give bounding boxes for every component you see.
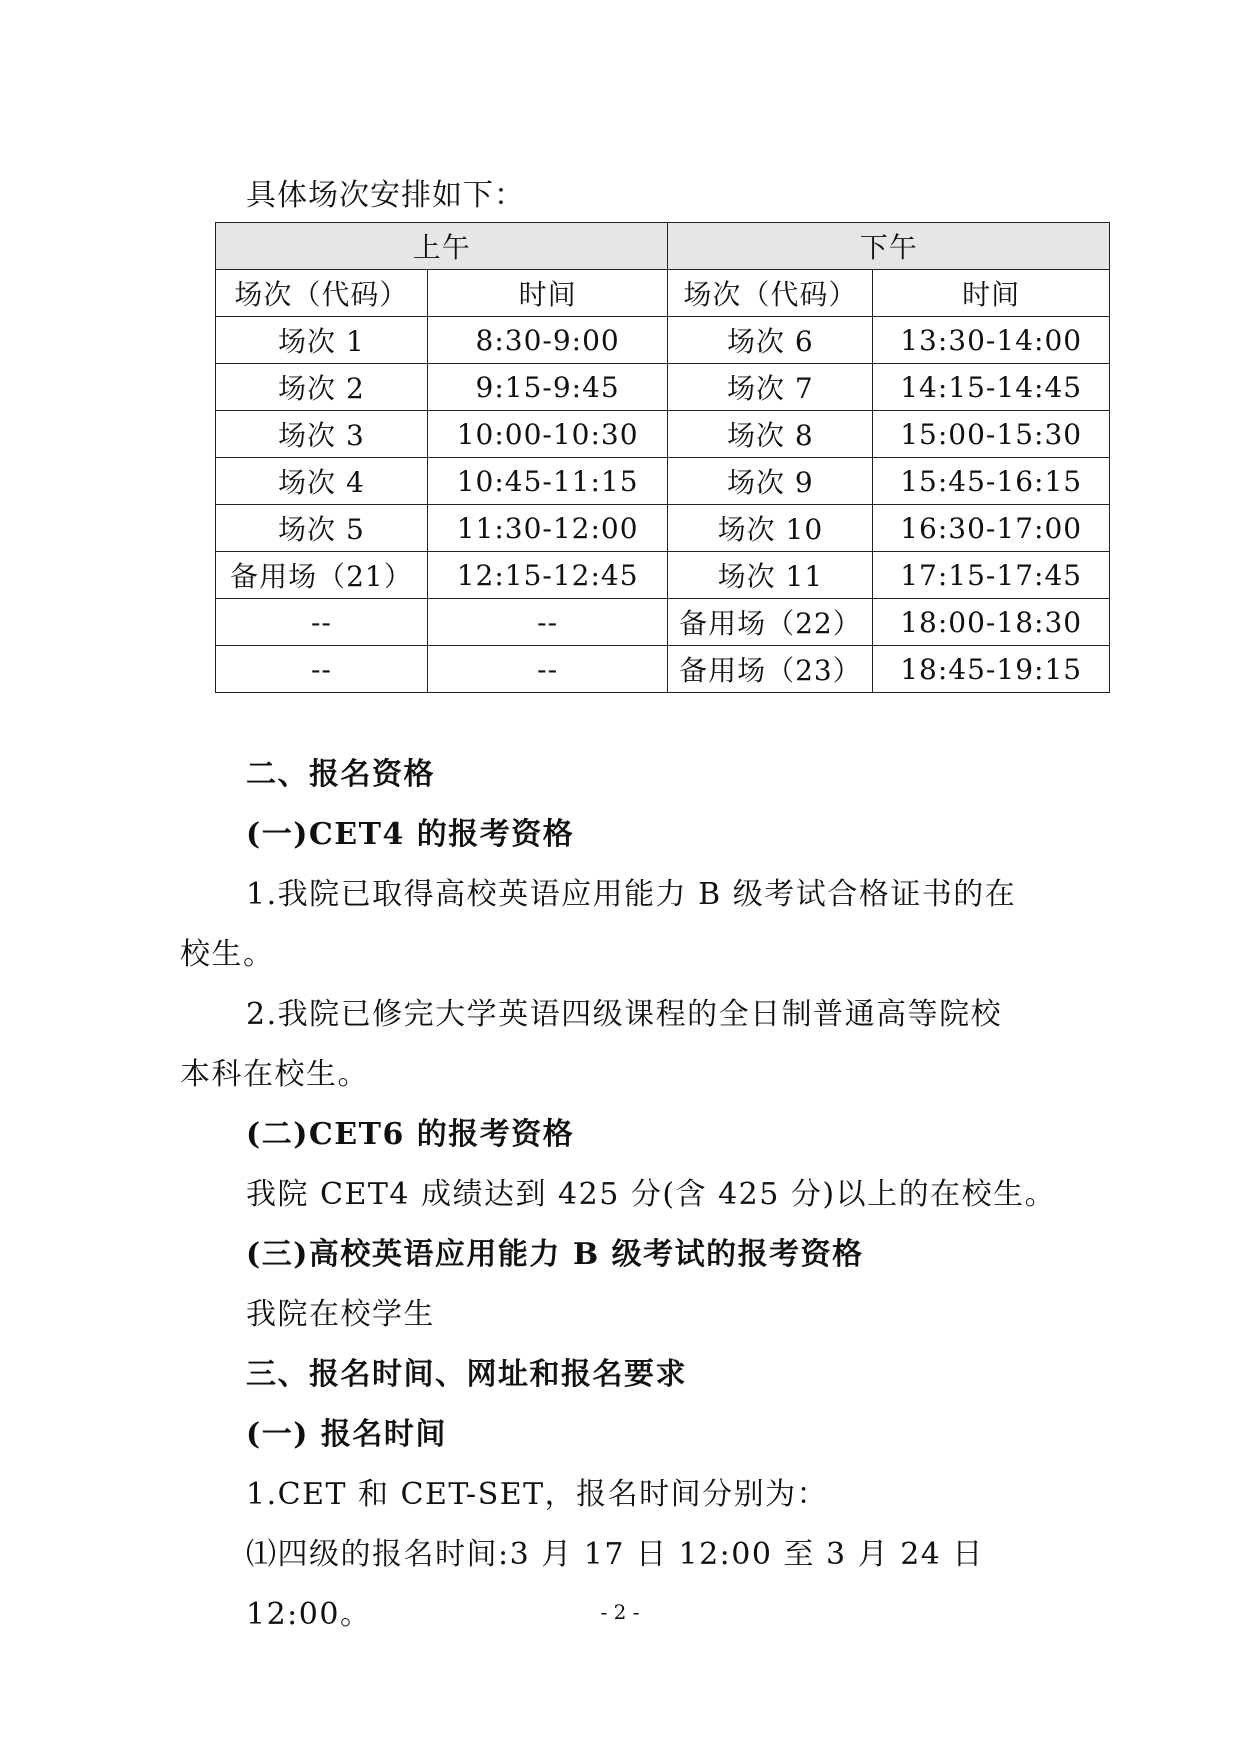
am-session-column-header: 场次（代码）	[216, 270, 428, 317]
pm-session-cell: 场次 7	[668, 364, 873, 411]
section-3-1-item-1: 1.CET 和 CET-SET，报名时间分别为：	[246, 1477, 829, 1512]
section-2-1-item-2-line-2: 本科在校生。	[180, 1057, 369, 1092]
am-time-cell: 10:45-11:15	[427, 458, 668, 505]
am-time-cell: 8:30-9:00	[427, 317, 668, 364]
am-time-column-header: 时间	[427, 270, 668, 317]
pm-session-cell: 备用场（23）	[668, 646, 873, 693]
section-2-1-heading: (一)CET4 的报考资格	[246, 817, 575, 852]
am-session-cell: 备用场（21）	[216, 552, 428, 599]
pm-session-column-header: 场次（代码）	[668, 270, 873, 317]
am-time-cell: 10:00-10:30	[427, 411, 668, 458]
am-time-cell: --	[427, 646, 668, 693]
section-2-2-heading: (二)CET6 的报考资格	[246, 1117, 575, 1152]
pm-time-cell: 13:30-14:00	[873, 317, 1110, 364]
section-2-1-item-2-line-1: 2.我院已修完大学英语四级课程的全日制普通高等院校	[246, 997, 1003, 1032]
section-2-1-item-1-line-2: 校生。	[180, 937, 275, 972]
pm-time-cell: 14:15-14:45	[873, 364, 1110, 411]
pm-time-cell: 16:30-17:00	[873, 505, 1110, 552]
pm-time-cell: 17:15-17:45	[873, 552, 1110, 599]
pm-time-cell: 15:00-15:30	[873, 411, 1110, 458]
pm-time-cell: 18:00-18:30	[873, 599, 1110, 646]
pm-session-cell: 场次 8	[668, 411, 873, 458]
table-row	[216, 646, 1110, 693]
am-time-cell: 11:30-12:00	[427, 505, 668, 552]
pm-session-cell: 场次 10	[668, 505, 873, 552]
pm-session-cell: 场次 9	[668, 458, 873, 505]
table-row	[216, 411, 1110, 458]
section-3-1-heading: (一) 报名时间	[246, 1417, 447, 1452]
table-column-header-row	[216, 270, 1110, 317]
section-2-2-text: 我院 CET4 成绩达到 425 分(含 425 分)以上的在校生。	[246, 1177, 1057, 1212]
page-number: - 2 -	[600, 1600, 640, 1624]
am-session-cell: 场次 3	[216, 411, 428, 458]
document-body	[180, 745, 1060, 1645]
table-period-header-row	[216, 223, 1110, 270]
am-time-cell: 9:15-9:45	[427, 364, 668, 411]
am-session-cell: 场次 1	[216, 317, 428, 364]
section-2-3-heading: (三)高校英语应用能力 B 级考试的报考资格	[246, 1237, 864, 1272]
table-row	[216, 552, 1110, 599]
pm-session-cell: 备用场（22）	[668, 599, 873, 646]
am-time-cell: --	[427, 599, 668, 646]
am-session-cell: --	[216, 599, 428, 646]
pm-session-cell: 场次 11	[668, 552, 873, 599]
afternoon-header: 下午	[668, 223, 1110, 270]
am-session-cell: 场次 5	[216, 505, 428, 552]
pm-time-cell: 15:45-16:15	[873, 458, 1110, 505]
am-session-cell: 场次 2	[216, 364, 428, 411]
session-schedule-table	[215, 222, 1110, 693]
schedule-intro: 具体场次安排如下：	[246, 178, 525, 213]
table-row	[216, 505, 1110, 552]
table-row	[216, 599, 1110, 646]
table-row	[216, 317, 1110, 364]
table-row	[216, 458, 1110, 505]
pm-time-cell: 18:45-19:15	[873, 646, 1110, 693]
pm-session-cell: 场次 6	[668, 317, 873, 364]
section-3-heading: 三、报名时间、网址和报名要求	[246, 1357, 687, 1392]
am-session-cell: 场次 4	[216, 458, 428, 505]
section-2-1-item-1-line-1: 1.我院已取得高校英语应用能力 B 级考试合格证书的在	[246, 877, 1017, 912]
am-time-cell: 12:15-12:45	[427, 552, 668, 599]
section-2-3-text: 我院在校学生	[246, 1297, 435, 1332]
am-session-cell: --	[216, 646, 428, 693]
section-2-heading: 二、报名资格	[246, 757, 435, 792]
morning-header: 上午	[216, 223, 668, 270]
table-row	[216, 364, 1110, 411]
pm-time-column-header: 时间	[873, 270, 1110, 317]
section-3-1-item-1-1: ⑴四级的报名时间:3 月 17 日 12:00 至 3 月 24 日 12:00。	[246, 1537, 984, 1632]
